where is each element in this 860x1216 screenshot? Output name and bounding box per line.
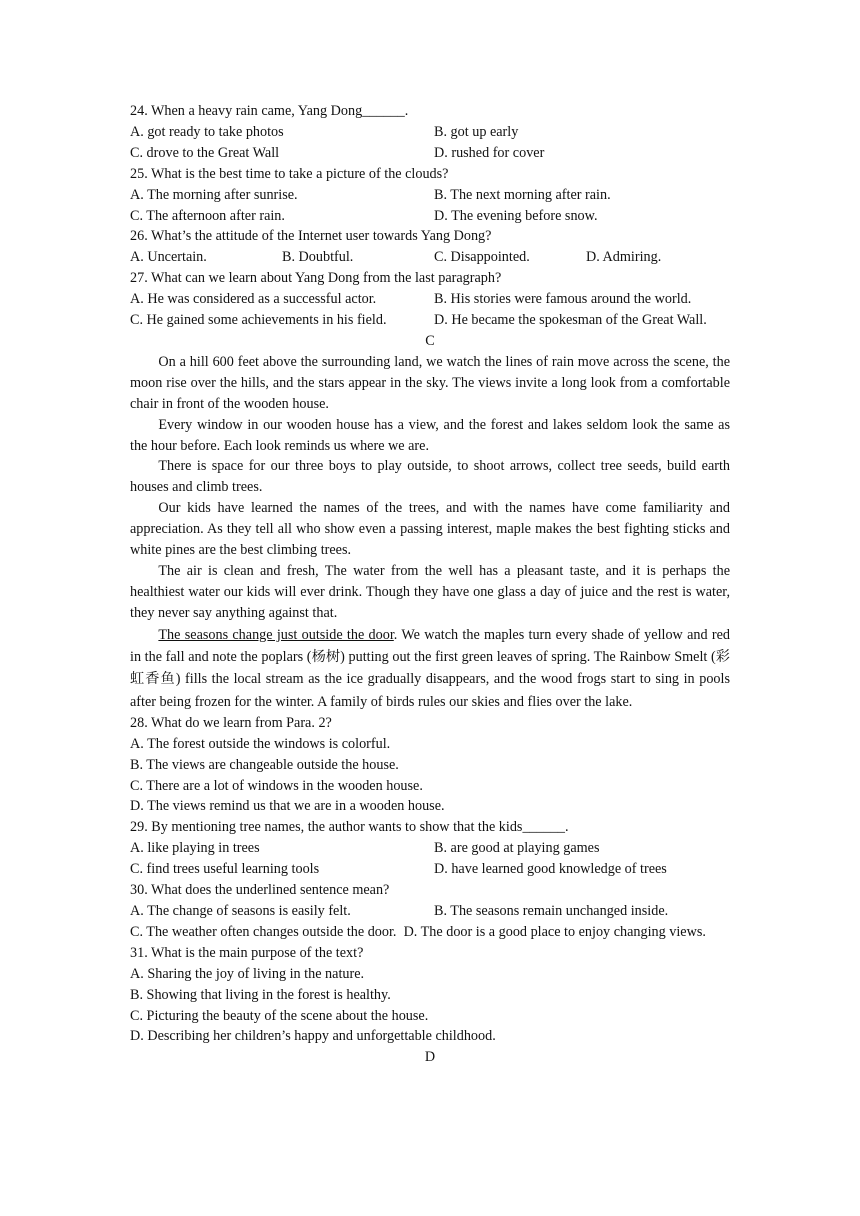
question-31-option-a: A. Sharing the joy of living in the nature. bbox=[130, 965, 365, 982]
question-26-stem: 26. What’s the attitude of the Internet user towards Yang Dong? bbox=[130, 228, 492, 245]
question-30-stem: 30. What does the underlined sentence mean? bbox=[130, 882, 390, 899]
section-c-heading: C bbox=[425, 332, 435, 349]
passage-paragraph-5: The air is clean and fresh, The water from the well has a pleasant taste, and it is perhaps the healthiest water our kids will ever drink. Though they have one glass a day of juice and the rest is water, they never say anything against that. bbox=[130, 562, 730, 621]
question-25-option-d: D. The evening before snow. bbox=[434, 207, 598, 224]
question-30-option-b: B. The seasons remain unchanged inside. bbox=[434, 903, 669, 919]
question-29-options-row-1 bbox=[130, 838, 730, 859]
question-29-option-d: D. have learned good knowledge of trees bbox=[434, 861, 667, 878]
question-27-stem: 27. What can we learn about Yang Dong from the last paragraph? bbox=[130, 270, 502, 287]
question-24-options-row-1 bbox=[130, 122, 730, 143]
question-29-options-row-2 bbox=[130, 859, 730, 880]
question-26-option-b: B. Doubtful. bbox=[282, 249, 354, 266]
question-24-option-d: D. rushed for cover bbox=[434, 144, 545, 161]
question-24-options-row-2 bbox=[130, 143, 730, 164]
question-31-stem: 31. What is the main purpose of the text? bbox=[130, 944, 364, 961]
question-29-option-b: B. are good at playing games bbox=[434, 840, 600, 857]
question-26-option-c: C. Disappointed. bbox=[434, 249, 530, 266]
passage-paragraph-4: Our kids have learned the names of the trees, and with the names have come familiarity and appreciation. As they tell all who show even a passing interest, maple makes the best fighting sticks and white pines are the best climbing trees. bbox=[130, 500, 730, 559]
question-26-options-row bbox=[130, 247, 730, 268]
question-27-option-b: B. His stories were famous around the world. bbox=[434, 291, 692, 308]
question-25-option-a: A. The morning after sunrise. bbox=[130, 186, 298, 203]
question-28-option-b: B. The views are changeable outside the house. bbox=[130, 756, 399, 773]
question-31-option-d: D. Describing her children’s happy and unforgettable childhood. bbox=[130, 1028, 496, 1045]
question-27-option-c: C. He gained some achievements in his field. bbox=[130, 312, 387, 329]
question-29-stem: 29. By mentioning tree names, the author wants to show that the kids______. bbox=[130, 819, 569, 836]
question-26-option-a: A. Uncertain. bbox=[130, 249, 207, 266]
question-28-stem: 28. What do we learn from Para. 2? bbox=[130, 714, 332, 731]
question-27-option-d: D. He became the spokesman of the Great Wall. bbox=[434, 312, 707, 329]
passage-paragraph-3: There is space for our three boys to play outside, to shoot arrows, collect tree seeds, build earth houses and climb trees. bbox=[130, 458, 730, 496]
question-31-option-c: C. Picturing the beauty of the scene about the house. bbox=[130, 1007, 429, 1024]
underlined-sentence: The seasons change just outside the door bbox=[158, 626, 394, 643]
question-30-option-c: C. The weather often changes outside the door. bbox=[130, 923, 397, 940]
question-29-option-c: C. find trees useful learning tools bbox=[130, 861, 320, 878]
question-27-option-a: A. He was considered as a successful actor. bbox=[130, 291, 377, 308]
question-25-option-b: B. The next morning after rain. bbox=[434, 186, 611, 203]
section-d-heading: D bbox=[424, 1049, 436, 1066]
question-27-options-row-2 bbox=[130, 310, 730, 331]
question-26-option-d: D. Admiring. bbox=[586, 249, 662, 266]
question-28-option-c: C. There are a lot of windows in the wooden house. bbox=[130, 777, 423, 794]
question-24-option-a: A. got ready to take photos bbox=[130, 123, 284, 140]
question-30-option-a: A. The change of seasons is easily felt. bbox=[130, 903, 351, 919]
question-25-options-row-2 bbox=[130, 206, 730, 227]
passage-paragraph-6 bbox=[130, 624, 730, 713]
question-25-option-c: C. The afternoon after rain. bbox=[130, 207, 285, 224]
question-30-options-row-2 bbox=[130, 922, 730, 943]
question-24-option-b: B. got up early bbox=[434, 123, 519, 140]
question-30-option-d: D. The door is a good place to enjoy changing views. bbox=[403, 923, 706, 940]
question-29-option-a: A. like playing in trees bbox=[130, 840, 260, 857]
question-25-stem: 25. What is the best time to take a picture of the clouds? bbox=[130, 165, 449, 182]
passage-paragraph-6-rest: . We watch the maples turn every shade of yellow and red in the fall and note the poplars (杨树) putting out the first green leaves of spring. The Rainbow Smelt (彩虹香鱼) fills the local stream as the ice gradually disappears, and the wood frogs start to sing in pools after being frozen for the winter. A family of birds rules our skies and flies over the lake. bbox=[130, 626, 730, 710]
question-27-options-row-1 bbox=[130, 289, 730, 310]
question-25-options-row-1 bbox=[130, 185, 730, 206]
question-24-stem: 24. When a heavy rain came, Yang Dong______. bbox=[130, 103, 409, 119]
question-28-option-d: D. The views remind us that we are in a wooden house. bbox=[130, 798, 445, 815]
question-24-option-c: C. drove to the Great Wall bbox=[130, 144, 280, 161]
passage-paragraph-2: Every window in our wooden house has a view, and the forest and lakes seldom look the same as the hour before. Each look reminds us where we are. bbox=[130, 416, 730, 454]
question-28-option-a: A. The forest outside the windows is colorful. bbox=[130, 735, 391, 752]
exam-page bbox=[130, 101, 730, 1068]
question-31-option-b: B. Showing that living in the forest is healthy. bbox=[130, 986, 391, 1003]
question-30-options-row-1 bbox=[130, 901, 730, 922]
passage-paragraph-1: On a hill 600 feet above the surrounding land, we watch the lines of rain move across the scene, the moon rise over the hills, and the stars appear in the sky. The views invite a long look from a comfortable chair in front of the wooden house. bbox=[130, 353, 730, 412]
